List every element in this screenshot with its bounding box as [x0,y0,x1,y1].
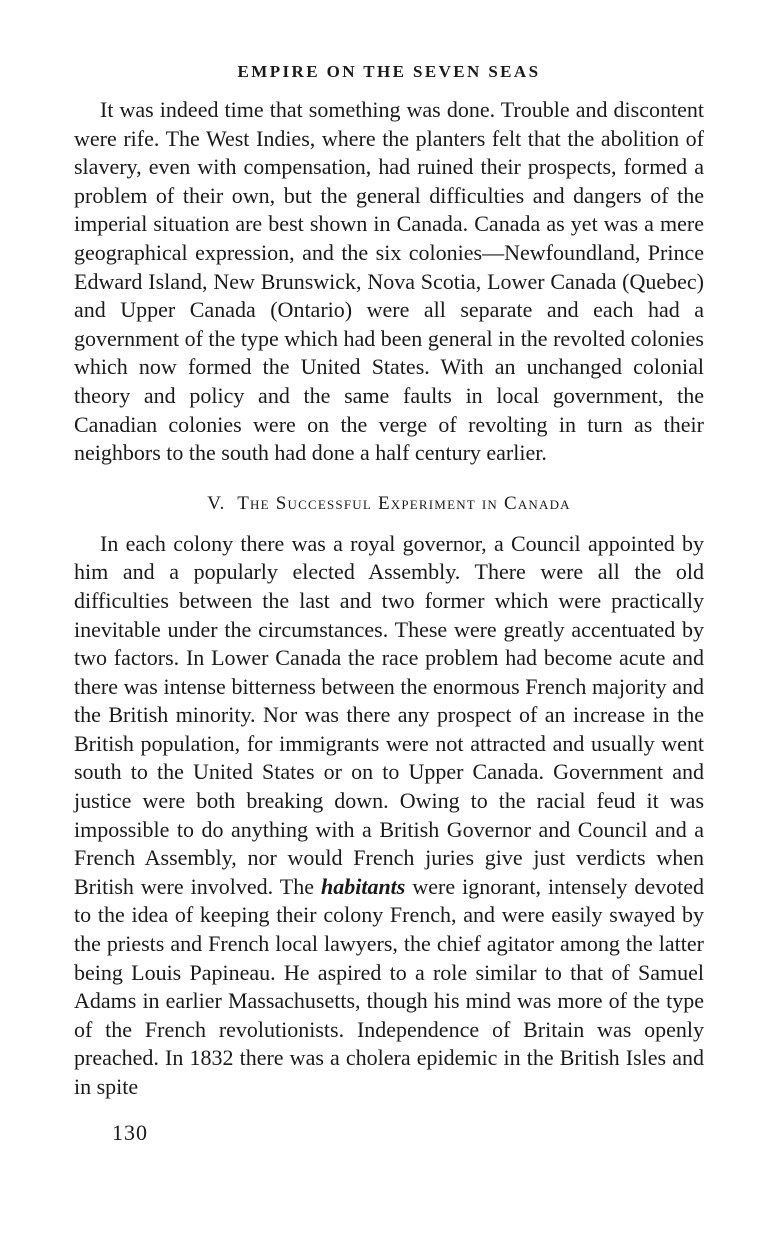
paragraph-2-text-a: In each colony there was a royal governor, a Council appointed by him and a popularly elected Assembly. There were all the old difficulties between the last and two former which were practically inevitable under the circumstances. These were greatly accentuated by two factors. In Lower Canada the race problem had become acute and there was intense bitterness between the enormous French majority and the British minority. Nor was there any prospect of an increase in the British population, for immigrants were not attracted and usually went south to the United States or on to Upper Canada. Government and justice were both breaking down. Owing to the racial feud it was impossible to do anything with a British Governor and Council and a French Assembly, nor would French juries give just verdicts when British were involved. The [74,530,704,899]
running-head: EMPIRE ON THE SEVEN SEAS [237,62,541,81]
paragraph-2 [74,530,704,1102]
section-heading [74,492,704,516]
page-number: 130 [112,1120,148,1145]
section-title: The Successful Experiment in Canada [237,492,571,514]
section-numeral: V. [207,492,226,514]
italic-term-habitants: habitants [320,873,406,899]
book-page [74,62,704,1102]
paragraph-1: It was indeed time that something was done. Trouble and discontent were rife. The West Indies, where the planters felt that the abolition of slavery, even with compensation, had ruined their prospects, formed a problem of their own, but the general difficulties and dangers of the imperial situation are best shown in Canada. Canada as yet was a mere geographical expression, and the six colonies—Newfoundland, Prince Edward Island, New Brunswick, Nova Scotia, Lower Canada (Quebec) and Upper Canada (Ontario) were all separate and each had a government of the type which had been general in the revolted colonies which now formed the United States. With an unchanged colonial theory and policy and the same faults in local government, the Canadian colonies were on the verge of revolting in turn as their neighbors to the south had done a half century earlier. [74,97,704,466]
paragraph-2-text-b: were ignorant, intensely devoted to the idea of keeping their colony French, and were easily swayed by the priests and French local lawyers, the chief agitator among the latter being Louis Papineau. He aspired to a role similar to that of Samuel Adams in earlier Massachusetts, though his mind was more of the type of the French revolutionists. Independence of Britain was openly preached. In 1832 there was a cholera epidemic in the British Isles and in spite [74,873,705,1099]
